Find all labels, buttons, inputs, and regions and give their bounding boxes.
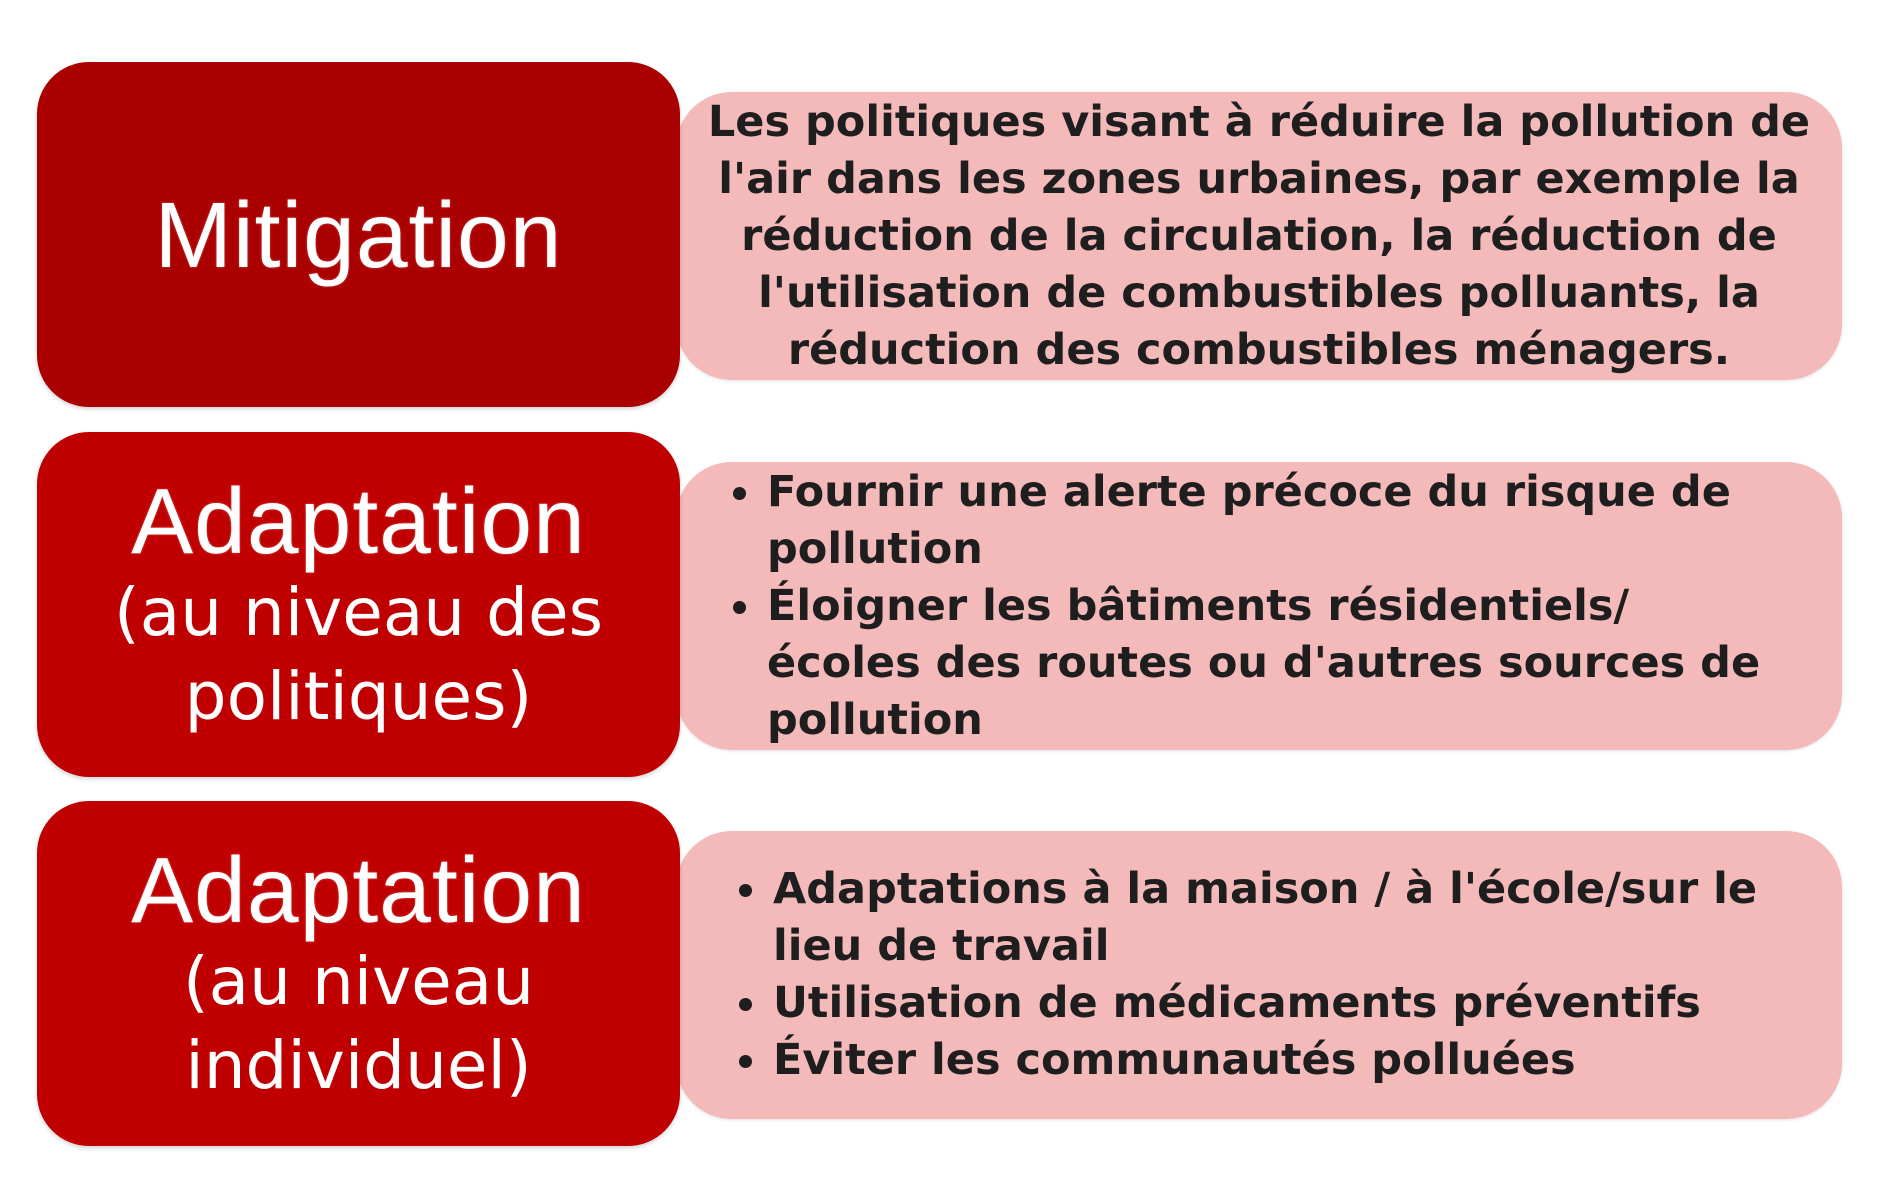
adaptation-policy-bullet-list <box>676 464 1842 749</box>
adaptation-individual-bullet-list <box>676 861 1842 1089</box>
adaptation-individual-sublabel-line1: (au niveau <box>182 942 535 1020</box>
mitigation-label-box <box>37 62 680 407</box>
mitigation-label: Mitigation <box>154 182 563 287</box>
mitigation-description: Les politiques visant à réduire la pollution de l'air dans les zones urbaines, par exemple la réduction de la circulation, la réduction de l'utilisation de combustibles polluants, la réduction des combustibles ménagers. <box>707 96 1811 375</box>
adaptation-policy-sublabel-line2: politiques) <box>184 657 533 735</box>
adaptation-policy-label: Adaptation <box>131 468 586 573</box>
adaptation-policy-sublabel-line1: (au niveau des <box>114 573 603 651</box>
adaptation-individual-description-box <box>676 831 1842 1119</box>
adaptation-individual-label: Adaptation <box>131 837 586 942</box>
adaptation-individual-bullet: Éviter les communautés polluées <box>773 1032 1792 1089</box>
adaptation-policy-label-box <box>37 432 680 777</box>
mitigation-description-box <box>676 92 1842 380</box>
adaptation-individual-bullet: Adaptations à la maison / à l'école/sur le lieu de travail <box>773 861 1792 975</box>
adaptation-individual-bullet: Utilisation de médicaments préventifs <box>773 975 1792 1032</box>
adaptation-policy-bullet: Fournir une alerte précoce du risque de pollution <box>767 464 1782 578</box>
adaptation-individual-sublabel-line2: individuel) <box>185 1026 532 1104</box>
adaptation-policy-bullet: Éloigner les bâtiments résidentiels/écoles des routes ou d'autres sources de pollution <box>767 578 1782 749</box>
adaptation-individual-label-box <box>37 801 680 1146</box>
adaptation-policy-description-box <box>676 462 1842 750</box>
